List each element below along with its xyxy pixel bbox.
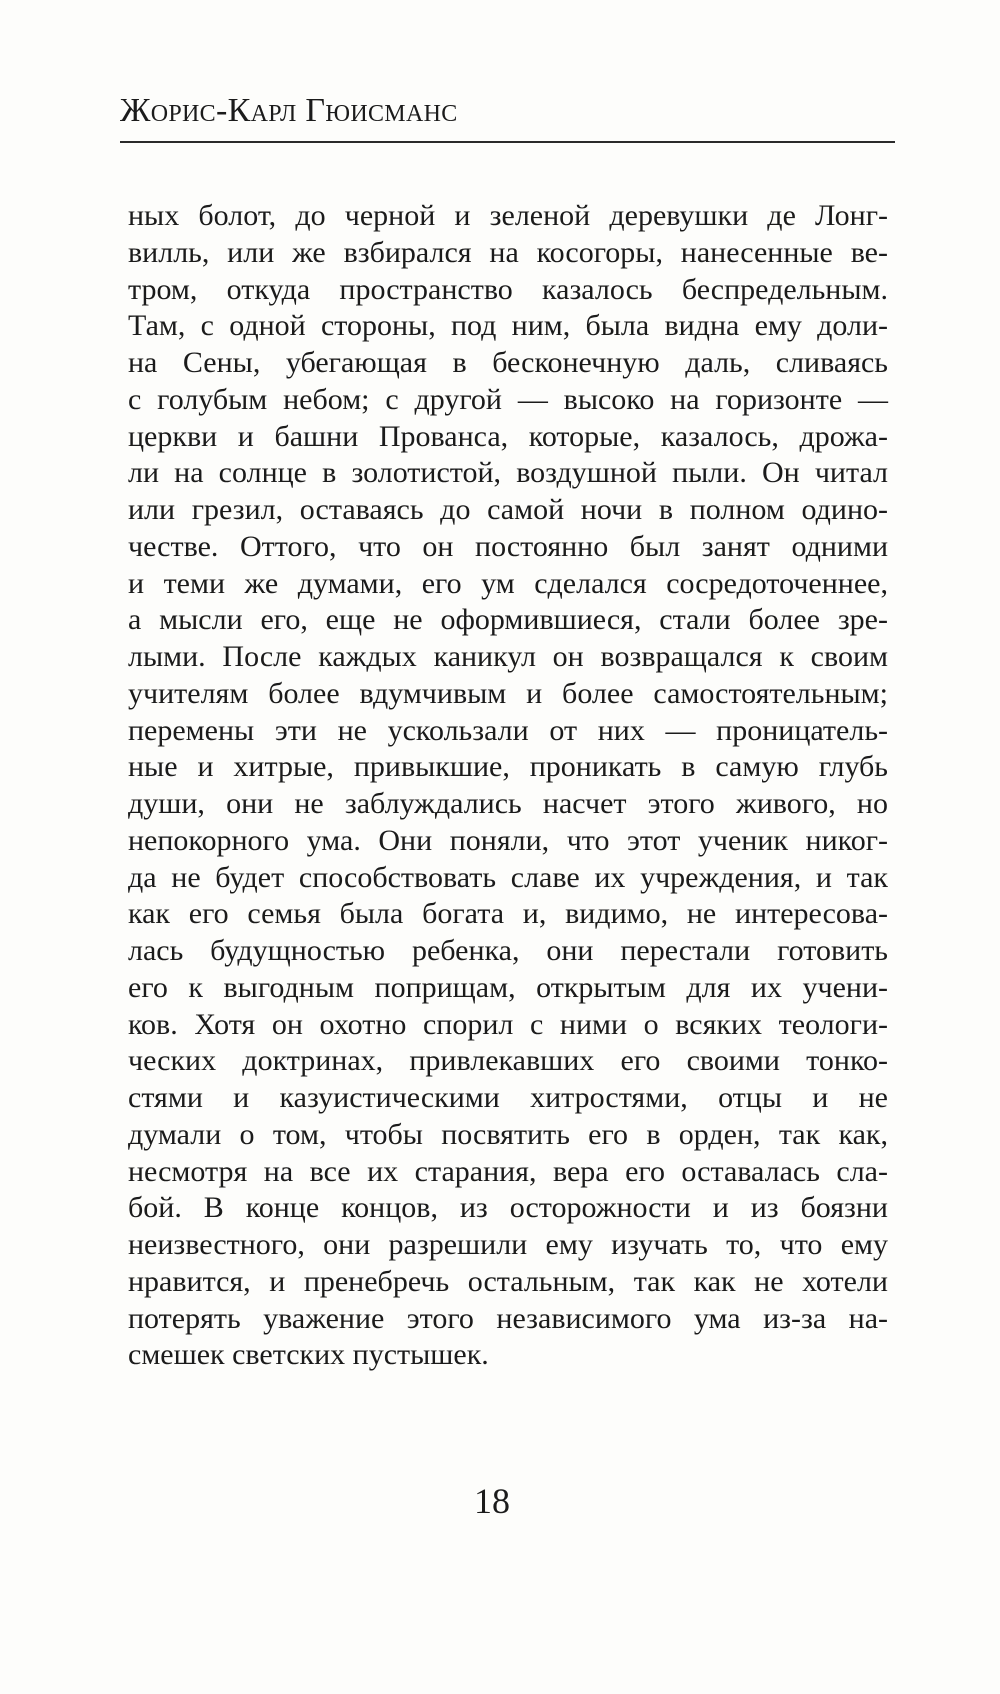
body-text xyxy=(128,198,888,1374)
text-line: души, они не заблуждались насчет этого живого, но xyxy=(128,787,888,820)
text-line: вилль, или же взбирался на косогоры, нанесенные ве- xyxy=(128,235,888,269)
text-line: непокорного ума. Они поняли, что этот ученик никог- xyxy=(128,823,888,857)
text-line-last: смешек светских пустышек. xyxy=(128,1338,489,1372)
text-line: ческих доктринах, привлекавших его своими тонко- xyxy=(128,1044,888,1078)
text-line: думали о том, чтобы посвятить его в орден, так как, xyxy=(128,1117,888,1151)
text-line: перемены эти не ускользали от них — проницатель- xyxy=(128,713,888,747)
text-line: церкви и башни Прованса, которые, казалось, дрожа- xyxy=(128,419,888,453)
text-line: неизвестного, они разрешили ему изучать то, что ему xyxy=(128,1228,888,1261)
text-line: или грезил, оставаясь до самой ночи в полном одино- xyxy=(128,493,888,526)
text-line: на Сены, убегающая в бесконечную даль, сливаясь xyxy=(128,346,888,379)
text-line: бой. В конце концов, из осторожности и из боязни xyxy=(128,1191,888,1225)
text-line: тром, откуда пространство казалось беспредельным. xyxy=(128,272,888,306)
text-line: ные и хитрые, привыкшие, проникать в самую глубь xyxy=(128,750,888,784)
text-line: Там, с одной стороны, под ним, была видна ему доли- xyxy=(128,309,888,343)
text-line: стями и казуистическими хитростями, отцы и не xyxy=(128,1081,888,1114)
text-line: и теми же думами, его ум сделался сосредоточеннее, xyxy=(128,566,888,600)
text-line: учителям более вдумчивым и более самостоятельным; xyxy=(128,676,888,710)
text-line: лась будущностью ребенка, они перестали готовить xyxy=(128,934,888,967)
page-number: 18 xyxy=(474,1481,510,1521)
text-line: ков. Хотя он охотно спорил с ними о всяких теологи- xyxy=(128,1007,888,1041)
text-line: нравится, и пренебречь остальным, так как не хотели xyxy=(128,1264,888,1298)
running-head: Жорис-Карл Гюисманс xyxy=(120,92,458,129)
text-line: а мысли его, еще не оформившиеся, стали более зре- xyxy=(128,603,888,637)
text-line: с голубым небом; с другой — высоко на горизонте — xyxy=(128,382,888,416)
text-line: честве. Оттого, что он постоянно был занят одними xyxy=(128,529,888,563)
text-line: ли на солнце в золотистой, воздушной пыли. Он читал xyxy=(128,456,888,490)
text-line: потерять уважение этого независимого ума из-за на- xyxy=(128,1301,888,1335)
text-line: да не будет способствовать славе их учреждения, и так xyxy=(128,860,888,894)
text-line: его к выгодным поприщам, открытым для их учени- xyxy=(128,970,888,1004)
text-line: ных болот, до черной и зеленой деревушки де Лонг- xyxy=(128,199,888,232)
header-rule xyxy=(120,141,895,143)
text-line: несмотря на все их старания, вера его оставалась сла- xyxy=(128,1154,888,1188)
text-line: как его семья была богата и, видимо, не интересова- xyxy=(128,897,888,931)
text-line: лыми. После каждых каникул он возвращался к своим xyxy=(128,640,888,673)
